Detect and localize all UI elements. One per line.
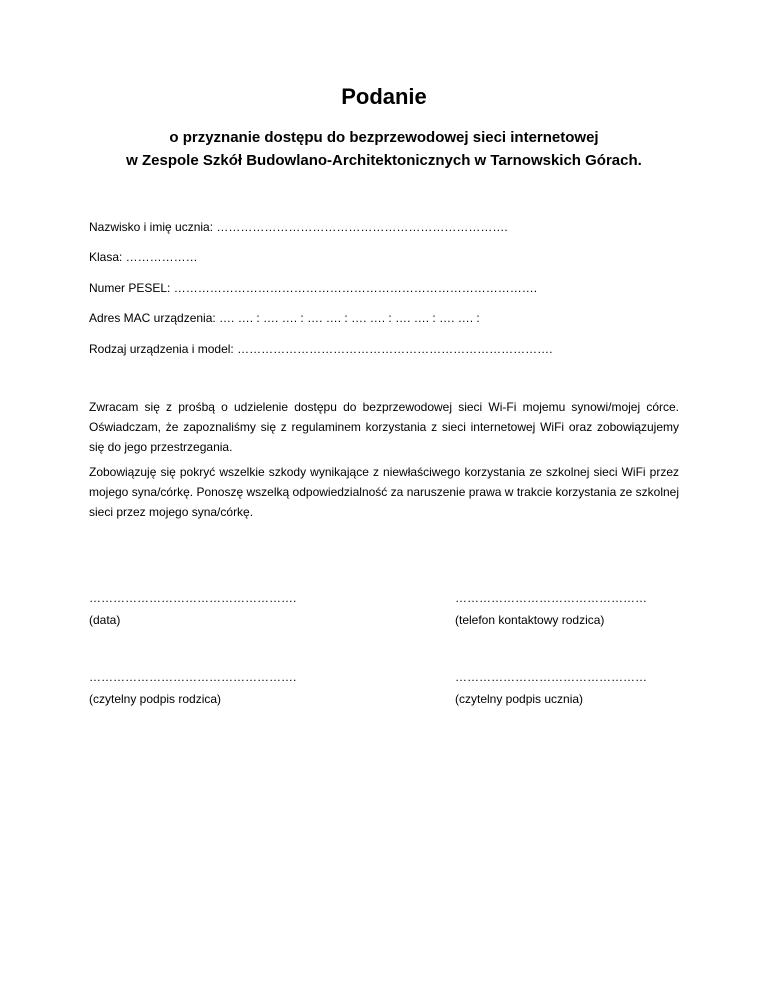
student-signature-label: (czytelny podpis ucznia): [455, 692, 584, 706]
date-dots: …………………………………………….: [89, 591, 297, 605]
phone-dots: …………………………………………: [455, 591, 647, 605]
document-subtitle-line1: o przyznanie dostępu do bezprzewodowej sieci internetowej: [169, 129, 599, 146]
field-student-name: Nazwisko i imię ucznia: ……………………………………………………………….: [89, 220, 508, 234]
parent-signature-label: (czytelny podpis rodzica): [89, 692, 222, 706]
date-label: (data): [89, 613, 121, 627]
field-class: Klasa: ………………: [89, 250, 198, 264]
phone-signature-block: [455, 590, 647, 628]
liability-paragraph: Zobowiązuję się pokryć wszelkie szkody wynikające z niewłaściwego korzystania ze szkolnej sieci WiFi przez mojego syna/córkę. Ponoszę wszelką odpowiedzialność za naruszenie prawa w trakcie korzystania ze szkolnej sieci przez mojego syna/córkę.: [89, 465, 679, 519]
parent-signature-block: [89, 669, 296, 707]
student-signature-dots: …………………………………………: [455, 670, 647, 684]
document-subtitle-line2: w Zespole Szkół Budowlano-Architektonicznych w Tarnowskich Górach.: [126, 152, 642, 169]
phone-label: (telefon kontaktowy rodzica): [455, 613, 605, 627]
student-signature-block: [455, 669, 647, 707]
parent-signature-dots: …………………………………………….: [89, 670, 297, 684]
field-mac-address: Adres MAC urządzenia: …. …. : …. …. : …. …. : …. …. : …. …. : …. …. :: [89, 311, 480, 325]
document-title: Podanie: [341, 84, 427, 109]
field-pesel: Numer PESEL: ……………………………………………………………………………….: [89, 281, 538, 295]
field-device-model: Rodzaj urządzenia i model: …………………………………………………………………….: [89, 342, 553, 356]
request-paragraph: Zwracam się z prośbą o udzielenie dostępu do bezprzewodowej sieci Wi-Fi mojemu synowi/mojej córce. Oświadczam, że zapoznaliśmy się z regulaminem korzystania z sieci internetowej WiFi oraz zobowiązujemy się do jego przestrzegania.: [89, 400, 679, 454]
date-signature-block: [89, 590, 296, 628]
